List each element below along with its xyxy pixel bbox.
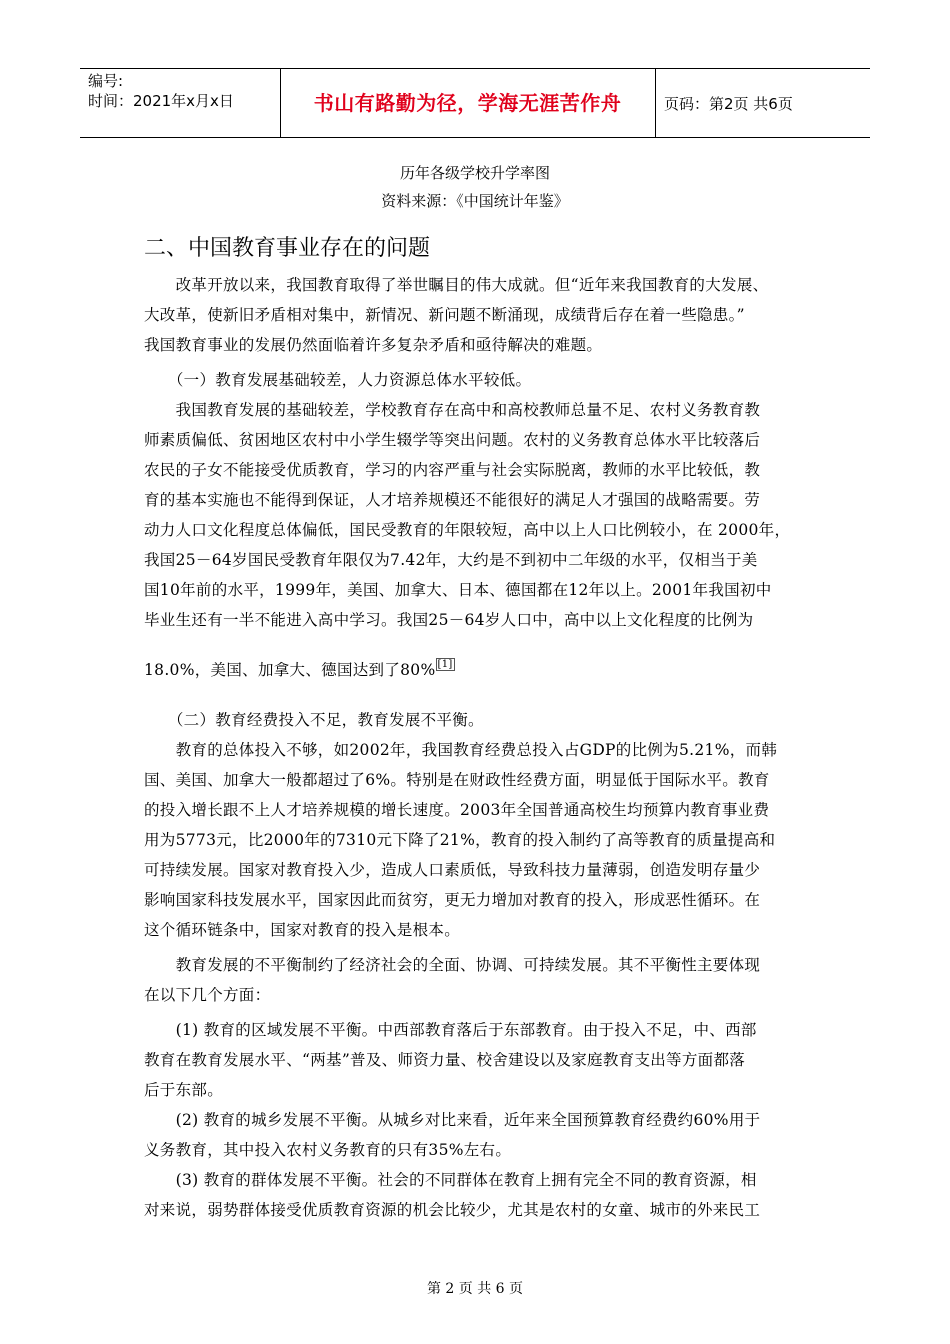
- section-title: 二、中国教育事业存在的问题: [144, 236, 431, 261]
- text-line: (1) 教育的区域发展不平衡。中西部教育落后于东部教育。由于投入不足，中、西部: [144, 1021, 757, 1039]
- figure-source: 资料来源：《中国统计年鉴》: [381, 192, 569, 210]
- subheading-text: （一）教育发展基础较差，人力资源总体水平较低。: [144, 371, 532, 389]
- text-line: 我国教育发展的基础较差，学校教育存在高中和高校教师总量不足、农村义务教育教: [144, 401, 761, 419]
- paragraph-regional: [144, 1015, 814, 1105]
- text-line: 对来说，弱势群体接受优质教育资源的机会比较少，尤其是农村的女童、城市的外来民工: [144, 1201, 761, 1219]
- text-line: 用为5773元，比2000年的7310元下降了21%，教育的投入制约了高等教育的质量提高和: [144, 831, 776, 849]
- text-line: 育的基本实施也不能得到保证，人才培养规模还不能很好的满足人才强国的战略需要。劳: [144, 491, 761, 509]
- page-header: [80, 68, 870, 138]
- text-line: (2) 教育的城乡发展不平衡。从城乡对比来看，近年来全国预算教育经费约60%用于: [144, 1111, 761, 1129]
- text-line: 国、美国、加拿大一般都超过了6%。特别是在财政性经费方面，明显低于国际水平。教育: [144, 771, 770, 789]
- text-line: 师素质偏低、贫困地区农村中小学生辍学等突出问题。农村的义务教育总体水平比较落后: [144, 431, 761, 449]
- paragraph-intro: [144, 270, 814, 360]
- text-line: 教育的总体投入不够，如2002年，我国教育经费总投入占GDP的比例为5.21%，而韩: [144, 741, 778, 759]
- text-line: 教育在教育发展水平、“两基”普及、师资力量、校舍建设以及家庭教育支出等方面都落: [144, 1051, 746, 1069]
- text-line: 的投入增长跟不上人才培养规模的增长速度。2003年全国普通高校生均预算内教育事业费: [144, 801, 770, 819]
- text-line: 毕业生还有一半不能进入高中学习。我国25－64岁人口中，高中以上文化程度的比例为: [144, 611, 754, 629]
- text-line: 18.0%，美国、加拿大、德国达到了80%: [144, 661, 436, 679]
- subheading-text: （二）教育经费投入不足，教育发展不平衡。: [144, 711, 484, 729]
- header-page-label: 页码：第2页 共6页: [664, 95, 793, 113]
- text-line: 改革开放以来，我国教育取得了举世瞩目的伟大成就。但“近年来我国教育的大发展、: [144, 276, 769, 294]
- page-footer: 第 2 页 共 6 页: [426, 1281, 524, 1297]
- number-label: 编号:: [88, 72, 124, 90]
- text-line: 影响国家科技发展水平，国家因此而贫穷，更无力增加对教育的投入，形成恶性循环。在: [144, 891, 761, 909]
- subheading-1: [144, 365, 814, 395]
- text-line: 这个循环链条中，国家对教育的投入是根本。: [144, 921, 461, 939]
- paragraph-foundation-end: [144, 655, 814, 685]
- paragraph-imbalance: [144, 950, 814, 1010]
- paragraph-urban-rural: [144, 1105, 814, 1165]
- text-line: 可持续发展。国家对教育投入少，造成人口素质低，导致科技力量薄弱，创造发明存量少: [144, 861, 761, 879]
- paragraph-funding: [144, 735, 814, 945]
- text-line: 我国25－64岁国民受教育年限仅为7.42年，大约是不到初中二年级的水平，仅相当于美: [144, 551, 758, 569]
- text-line: 动力人口文化程度总体偏低，国民受教育的年限较短，高中以上人口比例较小，在 2000年，: [144, 521, 791, 539]
- time-label: 时间：2021年x月x日: [88, 92, 234, 110]
- header-meta: [88, 71, 234, 111]
- text-line: 我国教育事业的发展仍然面临着许多复杂矛盾和亟待解决的难题。: [144, 336, 603, 354]
- text-line: (3) 教育的群体发展不平衡。社会的不同群体在教育上拥有完全不同的教育资源，相: [144, 1171, 757, 1189]
- text-line: 国10年前的水平，1999年，美国、加拿大、日本、德国都在12年以上。2001年我国初中: [144, 581, 772, 599]
- figure-caption: 历年各级学校升学率图: [399, 164, 550, 182]
- paragraph-groups: [144, 1165, 814, 1225]
- header-divider: [655, 69, 656, 137]
- paragraph-foundation: [144, 395, 814, 635]
- text-line: 大改革，使新旧矛盾相对集中，新情况、新问题不断涌现，成绩背后存在着一些隐患。”: [144, 306, 745, 324]
- text-line: 后于东部。: [144, 1081, 224, 1099]
- footnote-reference[interactable]: [1]: [437, 659, 453, 670]
- header-motto: 书山有路勤为径，学海无涯苦作舟: [313, 91, 622, 115]
- subheading-2: [144, 705, 814, 735]
- text-line: 在以下几个方面：: [144, 986, 271, 1004]
- text-line: 义务教育，其中投入农村义务教育的只有35%左右。: [144, 1141, 512, 1159]
- text-line: 农民的子女不能接受优质教育，学习的内容严重与社会实际脱离，教师的水平比较低，教: [144, 461, 761, 479]
- text-line: 教育发展的不平衡制约了经济社会的全面、协调、可持续发展。其不平衡性主要体现: [144, 956, 761, 974]
